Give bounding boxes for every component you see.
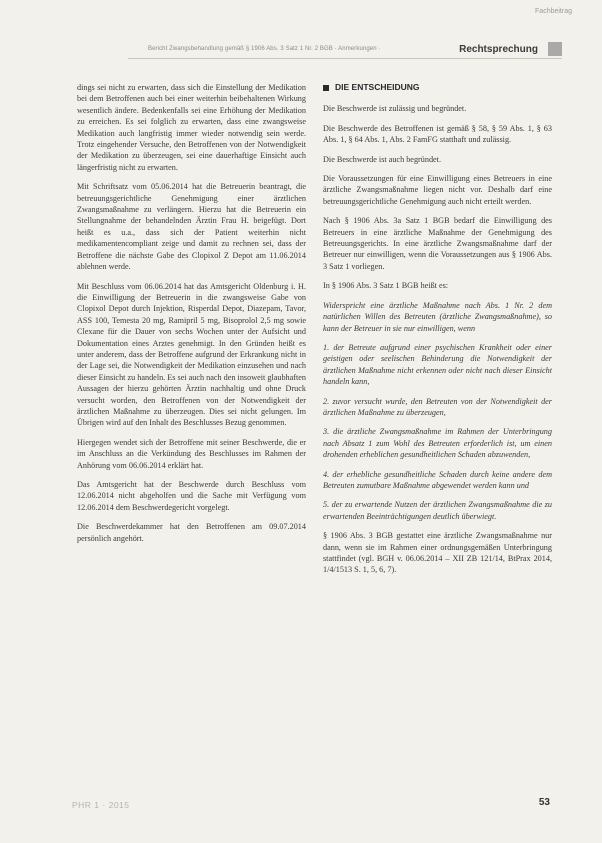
heading-text: DIE ENTSCHEIDUNG	[335, 82, 420, 92]
decision-heading	[323, 82, 552, 93]
paragraph: Die Beschwerdekammer hat den Betroffenen am 09.07.2014 persönlich angehört.	[77, 522, 306, 543]
section-marker	[548, 42, 562, 56]
paragraph: Die Beschwerde ist zulässig und begründet.	[323, 104, 467, 114]
section-title: Rechtsprechung	[459, 44, 538, 55]
right-column	[323, 82, 552, 584]
statute-quote-item: 2. zuvor versucht wurde, den Betreuten von der Notwendigkeit der ärztlichen Maßnahme zu überzeugen,	[323, 396, 552, 417]
paragraph: Mit Schriftsatz vom 05.06.2014 hat die Betreuerin beantragt, die betreuungsgerichtliche Genehmigung einer ärztlichen Zwangsmaßnahme zu verlängern. Hierzu hat die Betreuerin ein Stellungnahme der behandelnden Ärztin Frau H. beigefügt. Dort heißt es u.a., dass sich der Patient weiterhin nicht medikamentencompliant zeige und damit zu rechnen sei, dass der Betroffene die nächste Gabe des Clopixol Z Depot am 11.06.2014 ablehnen werde.	[77, 182, 306, 272]
publication-footer: PHR 1 · 2015	[72, 800, 130, 810]
page-number: 53	[538, 797, 550, 808]
paragraph: Die Voraussetzungen für eine Einwilligung eines Betreuers in eine ärztliche Zwangsmaßnahme liegen nicht vor. Deshalb darf eine betreuungsgerichtliche Genehmigung auch nicht erteilt werden.	[323, 174, 552, 206]
statute-quote-item: 3. die ärztliche Zwangsmaßnahme im Rahmen der Unterbringung nach Absatz 1 zum Wohl des Betreuten erforderlich ist, um einen drohenden erheblichen gesundheitlichen Schaden abzuwenden,	[323, 427, 552, 460]
running-header	[128, 44, 562, 59]
paragraph: Nach § 1906 Abs. 3a Satz 1 BGB bedarf die Einwilligung des Betreuers in eine ärztliche Maßnahme der Genehmigung des Betreuungsgerichts. In eine ärztliche Zwangsmaßnahme darf der Betreuer nur einwilligen, wenn die Voraussetzungen aus § 1906 Abs. 3 Satz 1 vorliegen.	[323, 216, 552, 271]
paragraph: Die Beschwerde des Betroffenen ist gemäß § 58, § 59 Abs. 1, § 63 Abs. 1, § 64 Abs. 1, Abs. 2 FamFG statthaft und zulässig.	[323, 123, 552, 145]
running-title: Bericht Zwangsbehandlung gemäß § 1906 Abs. 3 Satz 1 Nr. 2 BGB · Anmerkungen ·	[148, 46, 381, 52]
statute-quote-item: 1. der Betreute aufgrund einer psychischen Krankheit oder einer geistigen oder seelischen Behinderung die Notwendigkeit der ärztlichen Maßnahme nicht erkennen oder nicht nach dieser Einsicht handeln kann,	[323, 342, 552, 387]
paragraph: dings sei nicht zu erwarten, dass sich die Einstellung der Medikation bei dem Betroffenen auch bei einer weiterhin beibehaltenen Wirkung wesentlich ändere. Bedenkenfalls sei eine Erhöhung der Medikation zu erreichen. Es sei folglich zu erwarten, dass eine zwangsweise Medikation auch langfristig immer wieder notwendig sein werde. Trotz eingehender Versuche, den Betroffenen von der Notwendigkeit der Medikation zu überzeugen, sei eine dauerhaftige Einsicht auch längerfristig nicht zu erwarten.	[77, 83, 306, 172]
statute-quote: Widerspricht eine ärztliche Maßnahme nach Abs. 1 Nr. 2 dem natürlichen Willen des Betreuten (ärztliche Zwangsmaßnahme), so kann der Betreuer in sie nur einwilligen, wenn	[323, 300, 552, 333]
paragraph: Die Beschwerde ist auch begründet.	[323, 154, 441, 164]
statute-quote-item: 4. der erhebliche gesundheitliche Schaden durch keine andere dem Betreuten zumutbare Maßnahme abgewendet werden kann und	[323, 469, 552, 490]
corner-label: Fachbeitrag	[535, 8, 572, 15]
heading-bullet	[323, 85, 329, 91]
paragraph: Das Amtsgericht hat der Beschwerde durch Beschluss vom 12.06.2014 nicht abgeholfen und die Sache mit Verfügung vom 12.06.2014 dem Beschwerdegericht vorgelegt.	[77, 480, 306, 512]
paragraph: In § 1906 Abs. 3 Satz 1 BGB heißt es:	[323, 281, 449, 291]
paragraph: Hiergegen wendet sich der Betroffene mit seiner Beschwerde, die er im Anschluss an die Verkündung des Beschlusses im Rahmen der Anhörung vom 06.06.2014 erklärt hat.	[77, 437, 306, 470]
paragraph: Mit Beschluss vom 06.06.2014 hat das Amtsgericht Oldenburg i. H. die Einwilligung der Betreuerin in die zwangsweise Gabe von Clopixol Depot durch Injektion, Risperdal Depot, Diazepam, Tavor, ASS 100, Temesta 20 mg, Ramipril 5 mg, Bisoprolol 2,5 mg sowie Clexane für die Dauer von sechs Wochen unter der Aufsicht und Dokumentation eines Arztes genehmigt. In den Gründen heißt es unter anderem, dass der Betroffene aufgrund der Erkrankung nicht in der Lage sei, die Notwendigkeit der Medikation einzusehen und nach dieser Einsicht zu handeln. Es sei auch nach den insoweit glaubhaften Aussagen der hierzu gehörten Ärztin nachhaltig und ohne Druck versucht worden, den Betroffenen von der Notwendigkeit der ärztlichen Maßnahme zu überzeugen. Dies sei nicht gelungen. Im Übrigen wird auf den Inhalt des Beschlusses Bezug genommen.	[77, 281, 306, 428]
paragraph: § 1906 Abs. 3 BGB gestattet eine ärztliche Zwangsmaßnahme nur dann, wenn sie im Rahmen einer ordnungsgemäßen Unterbringung stattfindet (vgl. BGH v. 06.06.2014 – XII ZB 121/14, BtPrax 2014, 1/4/1513 S. 1, 5, 6, 7).	[323, 531, 552, 575]
statute-quote-item: 5. der zu erwartende Nutzen der ärztlichen Zwangsmaßnahme die zu erwartenden Beeinträchtigungen deutlich überwiegt.	[323, 500, 552, 521]
left-column	[77, 82, 306, 552]
